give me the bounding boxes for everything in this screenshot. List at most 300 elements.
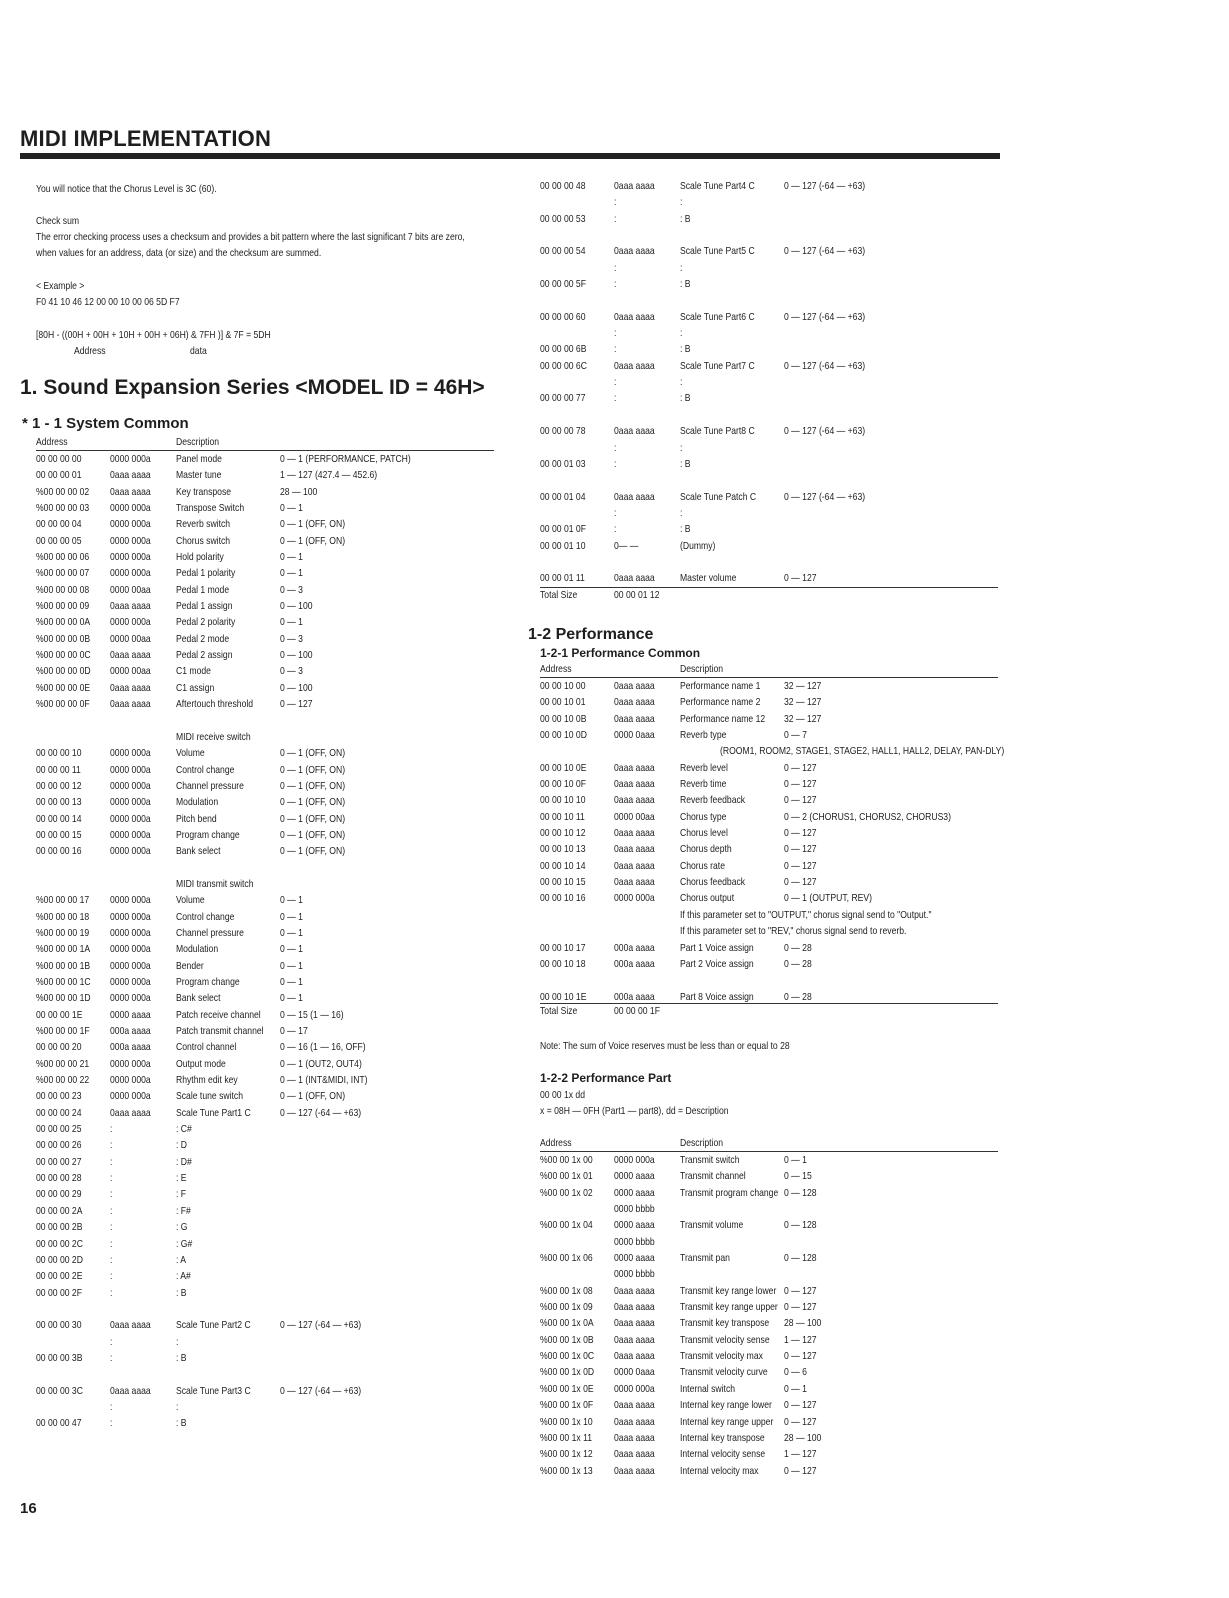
sys-bits: 0000 000a (110, 894, 151, 907)
formula-address-label: Address (74, 345, 106, 357)
part-range: 0 — 128 (784, 1186, 817, 1199)
scale-parameter: : (680, 376, 683, 389)
sys-address: 00 00 00 29 (36, 1188, 82, 1201)
perf-row (540, 825, 1000, 841)
scale-row (540, 325, 1000, 341)
sys-row (36, 843, 496, 859)
sys-address: %00 00 00 06 (36, 551, 90, 564)
scale-range: 0 — 127 (-64 — +63) (784, 425, 866, 438)
sys-bits: 0000 000a (110, 747, 151, 760)
perf-address: 00 00 10 0D (540, 729, 587, 742)
sys-bits: : (110, 1188, 113, 1201)
sys-row (36, 1088, 496, 1104)
part-address: %00 00 1x 0C (540, 1350, 595, 1363)
sys-address: 00 00 00 30 (36, 1319, 82, 1332)
perf-note: Note: The sum of Voice reserves must be less than or equal to 28 (540, 1040, 790, 1052)
sys-address: 00 00 00 2B (36, 1221, 83, 1234)
perf-row (540, 792, 1000, 808)
checksum-text-1: The error checking process uses a checksum and provides a bit pattern where the last significant 7 bits are zero, (36, 231, 465, 243)
sys-bits: 0aaa aaaa (110, 1106, 151, 1119)
sys-parameter: Program change (176, 828, 240, 841)
perf-total-value: 00 00 00 1F (614, 1005, 660, 1017)
sys-row (36, 1203, 496, 1219)
perf-range: 0 — 1 (OUTPUT, REV) (784, 892, 873, 905)
sys-parameter: MIDI transmit switch (176, 877, 254, 890)
part-bits: 0aaa aaaa (614, 1448, 655, 1461)
scale-bits: 0aaa aaaa (614, 180, 655, 192)
sys-bits: 0000 00aa (110, 632, 151, 645)
sys-address: 00 00 00 2A (36, 1204, 83, 1217)
sys-address: 00 00 00 13 (36, 796, 82, 809)
sys-address-header: Address (36, 436, 68, 448)
perf-range: (ROOM1, ROOM2, STAGE1, STAGE2, HALL1, HALL2, DELAY, PAN-DLY) (720, 745, 1005, 758)
scale-address: 00 00 01 0F (540, 523, 586, 536)
scale-parameter: Scale Tune Part5 C (680, 245, 755, 258)
sys-row (36, 909, 496, 925)
scale-bits: : (614, 278, 617, 291)
sys-bits: 0000 000a (110, 910, 151, 923)
sys-range: 0 — 1 (280, 567, 303, 580)
perf-row (540, 776, 1000, 792)
perf-parameter: Reverb type (680, 729, 727, 742)
perf-range: 0 — 127 (784, 794, 817, 807)
sys-range: 0 — 127 (-64 — +63) (280, 1319, 362, 1332)
sys-parameter: Channel pressure (176, 779, 244, 792)
part-bits: 0000 aaaa (614, 1252, 655, 1265)
part-row (540, 1381, 1000, 1397)
perf-row (540, 841, 1000, 857)
sys-bits: 0aaa aaaa (110, 1384, 151, 1397)
scale-bits: 0— — (614, 539, 639, 552)
sys-parameter: Master tune (176, 469, 222, 482)
part-row (540, 1414, 1000, 1430)
sys-parameter: Patch receive channel (176, 1008, 261, 1021)
sys-address: 00 00 00 28 (36, 1172, 82, 1185)
sys-parameter: : G# (176, 1237, 193, 1250)
perf-bits: 0000 000a (614, 892, 655, 905)
sys-parameter: Pedal 1 mode (176, 583, 230, 596)
sys-bits: : (110, 1204, 113, 1217)
scale-range: 0 — 127 (-64 — +63) (784, 245, 866, 258)
sys-parameter: Pedal 2 mode (176, 632, 230, 645)
sys-row (36, 860, 496, 876)
sys-address: %00 00 00 03 (36, 502, 90, 515)
scale-address: 00 00 00 77 (540, 392, 586, 405)
sys-range: 0 — 1 (280, 551, 303, 564)
sys-row (36, 974, 496, 990)
sys-range: 0 — 15 (1 — 16) (280, 1008, 344, 1021)
perf-parameter: Part 8 Voice assign (680, 990, 754, 1003)
scale-row (540, 554, 1000, 570)
sys-row (36, 1219, 496, 1235)
perf-address: 00 00 10 16 (540, 892, 586, 905)
sys-address: 00 00 00 2E (36, 1270, 83, 1283)
sys-row (36, 1039, 496, 1055)
sys-row (36, 1137, 496, 1153)
system-common-table (36, 451, 496, 1432)
part-address: %00 00 1x 10 (540, 1415, 593, 1428)
scale-address: 00 00 00 6B (540, 343, 587, 356)
scale-row (540, 178, 1000, 194)
sys-parameter: : D (176, 1139, 188, 1152)
perf-parameter: Reverb level (680, 761, 728, 774)
sys-range: 0 — 1 (OFF, ON) (280, 534, 346, 547)
sys-parameter: C1 assign (176, 681, 215, 694)
scale-address: 00 00 00 5F (540, 278, 586, 291)
part-row (540, 1217, 1000, 1233)
scale-row (540, 440, 1000, 456)
sys-bits: 0000 000a (110, 943, 151, 956)
part-parameter: Transmit volume (680, 1219, 744, 1232)
perf-range: 0 — 28 (784, 957, 812, 970)
scale-row (540, 472, 1000, 488)
scale-bits: : (614, 506, 617, 519)
perf-address: 00 00 10 12 (540, 827, 586, 840)
perf-range: 0 — 28 (784, 941, 812, 954)
part-range: 0 — 127 (784, 1301, 817, 1314)
sys-row (36, 565, 496, 581)
perf-row (540, 874, 1000, 890)
perf-range: 0 — 127 (784, 761, 817, 774)
sys-range: 0 — 100 (280, 600, 313, 613)
part-bits: 0000 000a (614, 1382, 655, 1395)
part-address: %00 00 1x 0D (540, 1366, 595, 1379)
perf-range: 0 — 28 (784, 990, 812, 1003)
sys-row (36, 794, 496, 810)
sys-range: 0 — 127 (-64 — +63) (280, 1106, 362, 1119)
sys-address: 00 00 00 24 (36, 1106, 82, 1119)
sys-bits: 0000 00aa (110, 583, 151, 596)
sys-range: 0 — 1 (INT&MIDI, INT) (280, 1074, 368, 1087)
sys-range: 0 — 1 (OFF, ON) (280, 812, 346, 825)
sys-row (36, 1186, 496, 1202)
sys-parameter: Bank select (176, 845, 221, 858)
system-common-heading: * 1 - 1 System Common (22, 415, 189, 432)
sys-address: 00 00 00 27 (36, 1155, 82, 1168)
right-total-value: 00 00 01 12 (614, 589, 660, 601)
sys-parameter: Volume (176, 747, 205, 760)
perf-row (540, 809, 1000, 825)
scale-row (540, 505, 1000, 521)
part-bits: 0aaa aaaa (614, 1284, 655, 1297)
sys-parameter: : A (176, 1253, 187, 1266)
part-parameter: Internal key range upper (680, 1415, 774, 1428)
sys-range: 0 — 1 (OFF, ON) (280, 747, 346, 760)
perf-description-header: Description (680, 663, 724, 675)
scale-parameter: : (680, 441, 683, 454)
scale-parameter: Scale Tune Part8 C (680, 425, 755, 438)
sys-row (36, 827, 496, 843)
sys-address: 00 00 00 2C (36, 1237, 83, 1250)
perf-parameter: Chorus rate (680, 859, 725, 872)
sys-row (36, 1415, 496, 1431)
sys-bits: : (110, 1335, 113, 1348)
part-range: 0 — 127 (784, 1415, 817, 1428)
sys-parameter: : E (176, 1172, 187, 1185)
perf-parameter: Chorus feedback (680, 876, 746, 889)
part-row (540, 1250, 1000, 1266)
part-row (540, 1397, 1000, 1413)
sys-address: 00 00 00 15 (36, 828, 82, 841)
scale-parameter: : (680, 196, 683, 209)
part-address: %00 00 1x 01 (540, 1170, 593, 1183)
scale-parameter: : (680, 261, 683, 274)
perf-range: 0 — 127 (784, 827, 817, 840)
part-bits: 0aaa aaaa (614, 1350, 655, 1363)
scale-address: 00 00 00 54 (540, 245, 586, 258)
scale-bits: : (614, 441, 617, 454)
sys-address: 00 00 00 04 (36, 518, 82, 531)
sys-row (36, 1121, 496, 1137)
sys-parameter: Pedal 1 assign (176, 600, 233, 613)
part-address: %00 00 1x 04 (540, 1219, 593, 1232)
perf-parameter: Reverb time (680, 778, 727, 791)
scale-row (540, 227, 1000, 243)
part-address-legend: x = 08H — 0FH (Part1 — part8), dd = Description (540, 1105, 729, 1117)
perf-row (540, 760, 1000, 776)
sys-parameter: Pitch bend (176, 812, 217, 825)
sys-address: 00 00 00 00 (36, 453, 82, 465)
sys-parameter: : D# (176, 1155, 192, 1168)
scale-row (540, 570, 1000, 586)
scale-bits: 0aaa aaaa (614, 310, 655, 323)
scale-bits: 0aaa aaaa (614, 572, 655, 585)
perf-row (540, 956, 1000, 972)
part-row (540, 1348, 1000, 1364)
part-parameter: Transmit velocity max (680, 1350, 763, 1363)
perf-row (540, 858, 1000, 874)
sys-parameter: Modulation (176, 943, 219, 956)
perf-parameter: If this parameter set to "REV," chorus signal send to reverb. (680, 925, 907, 938)
perf-parameter: Chorus depth (680, 843, 732, 856)
scale-row (540, 341, 1000, 357)
sys-address: %00 00 00 0D (36, 665, 91, 678)
sys-row (36, 680, 496, 696)
perf-address: 00 00 10 10 (540, 794, 586, 807)
sys-row (36, 631, 496, 647)
scale-row (540, 243, 1000, 259)
sys-row (36, 484, 496, 500)
part-parameter: Transmit switch (680, 1154, 740, 1166)
performance-part-heading: 1-2-2 Performance Part (540, 1071, 672, 1085)
perf-bits: 0aaa aaaa (614, 794, 655, 807)
sys-address: %00 00 00 0E (36, 681, 91, 694)
sys-range: 0 — 1 (280, 616, 303, 629)
sys-range: 0 — 1 (OFF, ON) (280, 763, 346, 776)
sys-bits: 0aaa aaaa (110, 469, 151, 482)
sys-range: 0 — 1 (OFF, ON) (280, 1090, 346, 1103)
sys-range: 0 — 1 (OFF, ON) (280, 845, 346, 858)
part-row (540, 1168, 1000, 1184)
sys-row (36, 1334, 496, 1350)
perf-bits: 0000 00aa (614, 810, 655, 823)
perf-bits: 000a aaaa (614, 957, 655, 970)
sys-bits: : (110, 1286, 113, 1299)
scale-bits: 0aaa aaaa (614, 359, 655, 372)
sys-parameter: : F (176, 1188, 187, 1201)
sys-bits: : (110, 1253, 113, 1266)
sys-bits: : (110, 1351, 113, 1364)
perf-parameter: Performance name 1 (680, 680, 761, 692)
perf-address: 00 00 10 11 (540, 810, 585, 823)
sys-parameter: Modulation (176, 796, 219, 809)
sys-row (36, 1236, 496, 1252)
sys-address: %00 00 00 02 (36, 485, 90, 498)
formula-data-label: data (190, 345, 207, 357)
part-parameter: Transmit pan (680, 1252, 730, 1265)
chorus-note: You will notice that the Chorus Level is 3C (60). (36, 183, 217, 195)
perf-bits: 0aaa aaaa (614, 680, 655, 692)
sys-address: %00 00 00 09 (36, 600, 90, 613)
right-total-label: Total Size (540, 589, 578, 601)
scale-range: 0 — 127 (-64 — +63) (784, 359, 866, 372)
sys-parameter: MIDI receive switch (176, 730, 251, 743)
sys-address: 00 00 00 3C (36, 1384, 83, 1397)
part-range: 0 — 127 (784, 1350, 817, 1363)
checksum-formula: [80H - ((00H + 00H + 10H + 00H + 06H) & 7FH )] & 7F = 5DH (36, 329, 271, 341)
sys-bits: : (110, 1237, 113, 1250)
sys-parameter: Bank select (176, 992, 221, 1005)
scale-row (540, 521, 1000, 537)
sys-bits: 0000 000a (110, 1057, 151, 1070)
perf-row (540, 907, 1000, 923)
part-parameter: Transmit key range lower (680, 1284, 777, 1297)
sys-bits: 0000 000a (110, 959, 151, 972)
sys-bits: 0000 000a (110, 1090, 151, 1103)
perf-address: 00 00 10 14 (540, 859, 586, 872)
sys-address: 00 00 00 14 (36, 812, 82, 825)
sys-bits: 000a aaaa (110, 1025, 151, 1038)
sys-bits: 0aaa aaaa (110, 1319, 151, 1332)
sys-row (36, 1023, 496, 1039)
part-address: %00 00 1x 11 (540, 1431, 593, 1444)
part-row (540, 1266, 1000, 1282)
part-range: 0 — 1 (784, 1382, 807, 1395)
sys-parameter: Pedal 2 assign (176, 649, 233, 662)
scale-bits: : (614, 261, 617, 274)
scale-row (540, 374, 1000, 390)
perf-parameter: Reverb feedback (680, 794, 746, 807)
part-range: 0 — 6 (784, 1366, 807, 1379)
scale-bits: 0aaa aaaa (614, 245, 655, 258)
sys-address: 00 00 00 05 (36, 534, 82, 547)
part-row (540, 1185, 1000, 1201)
sys-range: 0 — 1 (OFF, ON) (280, 518, 346, 531)
part-address: %00 00 1x 08 (540, 1284, 593, 1297)
perf-address: 00 00 10 0B (540, 712, 587, 725)
sys-bits: 0000 000a (110, 763, 151, 776)
perf-parameter: Performance name 2 (680, 696, 761, 709)
sys-parameter: Control channel (176, 1041, 237, 1054)
part-row (540, 1201, 1000, 1217)
scale-parameter: : B (680, 278, 691, 291)
part-address: %00 00 1x 0E (540, 1382, 594, 1395)
scale-tune-table (540, 178, 1000, 587)
sys-range: 0 — 1 (OFF, ON) (280, 828, 346, 841)
sys-row (36, 1105, 496, 1121)
sys-parameter: : (176, 1335, 179, 1348)
sys-range: 1 — 127 (427.4 — 452.6) (280, 469, 378, 482)
sys-parameter: Program change (176, 976, 240, 988)
perf-address: 00 00 10 15 (540, 876, 586, 889)
part-row (540, 1463, 1000, 1479)
sys-bits: 0000 000a (110, 779, 151, 792)
perf-bits: 0aaa aaaa (614, 696, 655, 709)
right-total-rule (540, 587, 998, 588)
sys-bits: 0000 000a (110, 926, 151, 939)
sys-parameter: : B (176, 1351, 187, 1364)
sys-bits: 0000 000a (110, 534, 151, 547)
perf-range: 0 — 127 (784, 843, 817, 856)
sys-bits: 0000 000a (110, 845, 151, 858)
sys-bits: 0000 000a (110, 616, 151, 629)
perf-row (540, 940, 1000, 956)
perf-parameter: Part 1 Voice assign (680, 941, 754, 954)
sys-bits: 0000 000a (110, 796, 151, 809)
sys-parameter: Transpose Switch (176, 502, 245, 515)
checksum-label: Check sum (36, 215, 80, 227)
perf-row (540, 743, 1005, 759)
scale-bits: 0aaa aaaa (614, 425, 655, 438)
sys-row (36, 549, 496, 565)
part-bits: 0aaa aaaa (614, 1333, 655, 1346)
sys-range: 0 — 1 (280, 910, 303, 923)
scale-row (540, 390, 1000, 406)
part-description-header: Description (680, 1137, 724, 1149)
part-range: 1 — 127 (784, 1333, 817, 1346)
part-row (540, 1332, 1000, 1348)
sys-parameter: Volume (176, 894, 205, 907)
sys-address: %00 00 00 0C (36, 649, 91, 662)
part-row (540, 1446, 1000, 1462)
part-parameter: Transmit key range upper (680, 1301, 778, 1314)
sys-address: %00 00 00 1A (36, 943, 91, 956)
scale-parameter: : B (680, 343, 691, 356)
sys-range: 0 — 3 (280, 632, 303, 645)
sys-parameter: Panel mode (176, 453, 222, 465)
part-row (540, 1152, 1000, 1168)
perf-address: 00 00 10 18 (540, 957, 586, 970)
sys-parameter: : A# (176, 1270, 191, 1283)
scale-bits: : (614, 376, 617, 389)
sys-bits: 0000 000a (110, 976, 151, 988)
sys-parameter: : B (176, 1417, 187, 1430)
scale-address: 00 00 01 04 (540, 490, 586, 503)
part-bits: 0aaa aaaa (614, 1464, 655, 1477)
part-range: 0 — 127 (784, 1284, 817, 1297)
sys-range: 0 — 1 (280, 926, 303, 939)
scale-address: 00 00 01 10 (540, 539, 586, 552)
example-hex: F0 41 10 46 12 00 00 10 00 06 5D F7 (36, 296, 180, 308)
sys-row (36, 1072, 496, 1088)
part-address: %00 00 1x 0A (540, 1317, 594, 1330)
sys-row (36, 533, 496, 549)
sys-address: 00 00 00 2D (36, 1253, 83, 1266)
sys-parameter: Aftertouch threshold (176, 698, 254, 711)
scale-row (540, 423, 1000, 439)
sys-row (36, 925, 496, 941)
sys-range: 0 — 1 (280, 502, 303, 515)
scale-range: 0 — 127 (784, 572, 817, 585)
perf-bits: 0aaa aaaa (614, 778, 655, 791)
part-bits: 0000 bbbb (614, 1203, 655, 1216)
perf-row (540, 711, 1000, 727)
sys-address: 00 00 00 16 (36, 845, 82, 858)
scale-bits: : (614, 523, 617, 536)
part-bits: 0000 000a (614, 1154, 655, 1166)
part-bits: 0000 aaaa (614, 1219, 655, 1232)
scale-row (540, 309, 1000, 325)
